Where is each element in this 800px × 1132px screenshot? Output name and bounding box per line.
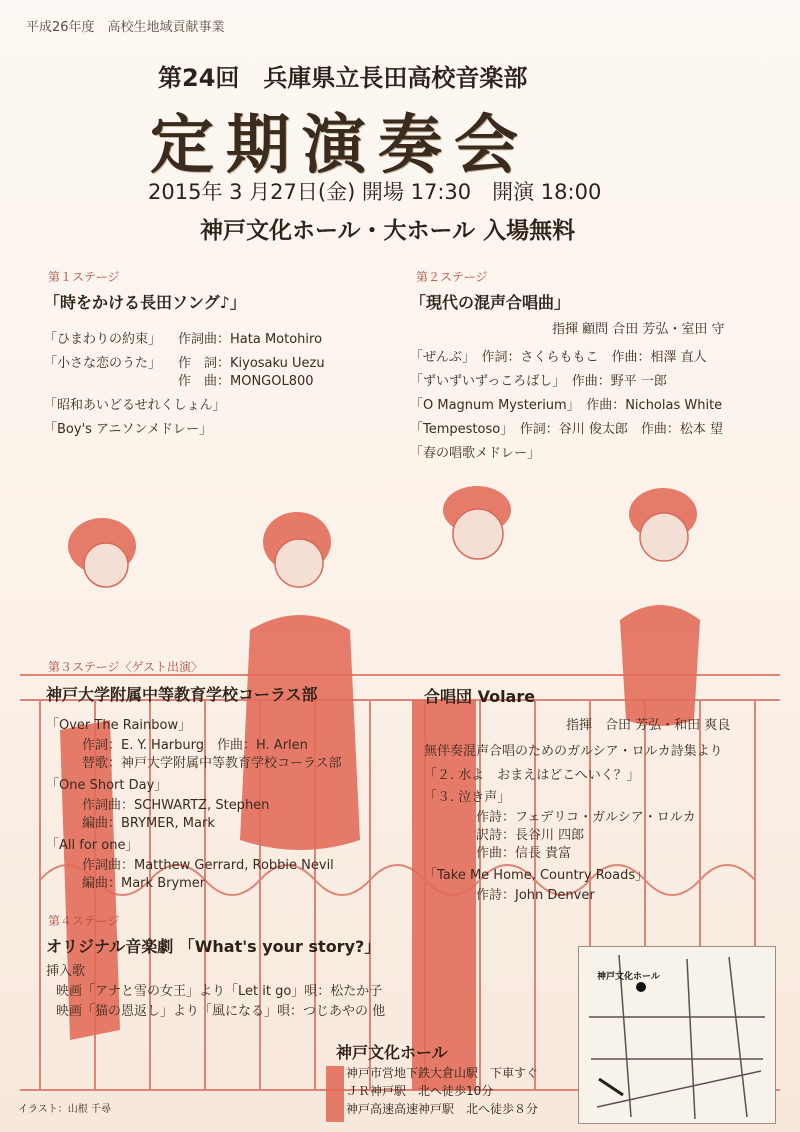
stage3-left-item: 「All for one」 (46, 838, 139, 853)
access-hall-name: 神戸文化ホール (336, 1043, 448, 1062)
illustration-credit: イラスト：山根 千尋 (18, 1104, 111, 1115)
stage2-item: 「Tempestoso」 作詞：谷川 俊太郎 作曲：松本 望 (410, 422, 723, 437)
stage2-label: 第２ステージ (416, 270, 488, 284)
stage2-conductor: 指揮 顧問 合田 芳弘・室田 守 (552, 322, 725, 337)
stage3-right-item: 訳詩：長谷川 四郎 (476, 828, 585, 843)
stage2-item: 「ぜんぶ」 作詞：さくらももこ 作曲：相澤 直人 (410, 350, 707, 365)
stage4-subheading: 挿入歌 (46, 964, 86, 979)
stage3-left-item: 作詞：E. Y. Harburg 作曲：H. Arlen (82, 738, 308, 753)
stage3-right-group: 合唱団 Volare (424, 687, 536, 706)
stage3-left-item: 作詞曲：Matthew Gerrard, Robbie Nevil (82, 858, 334, 873)
stage1-label: 第１ステージ (48, 270, 120, 284)
top-note: 平成26年度 高校生地域貢献事業 (26, 20, 225, 35)
stage1-song: 「Boy's アニソンメドレー」 (44, 422, 213, 437)
stage3-right-item: 「３. 泣き声」 (424, 790, 511, 805)
stage3-left-item: 「One Short Day」 (46, 778, 168, 793)
stage3-left-item: 「Over The Rainbow」 (46, 718, 192, 733)
stage1-title: 「時をかける長田ソング♪」 (44, 293, 246, 312)
venue-line: 神戸文化ホール・大ホール 入場無料 (200, 218, 576, 244)
access-line: ＪＲ神戸駅 北へ徒歩10分 (346, 1084, 494, 1098)
stage3-left-item: 作詞曲：SCHWARTZ, Stephen (82, 798, 270, 813)
stage4-title: オリジナル音楽劇 「What's your story?」 (46, 937, 381, 956)
stage3-right-item: 作曲：信長 貴富 (476, 846, 572, 861)
stage3-right-item: 作詩：John Denver (476, 888, 595, 903)
stage2-item: 「ずいずいずっころばし」 作曲：野平 一郎 (410, 374, 667, 389)
stage1-credit: 作 曲：MONGOL800 (178, 374, 314, 389)
organizer-heading: 第24回 兵庫県立長田高校音楽部 (158, 64, 528, 92)
stage1-song: 「小さな恋のうた」 (44, 356, 162, 371)
stage2-item: 「O Magnum Mysterium」 作曲：Nicholas White (410, 398, 723, 413)
map-label: 神戸文化ホール (597, 972, 660, 982)
stage3-right-item: 「Take Me Home, Country Roads」 (424, 868, 649, 883)
access-line: 神戸高速高速神戸駅 北へ徒歩８分 (346, 1102, 539, 1116)
stage3-right-conductor: 指揮 合田 芳弘・和田 爽良 (566, 718, 731, 733)
stage3-left-group: 神戸大学附属中等教育学校コーラス部 (46, 685, 318, 704)
stage3-right-item: 無伴奏混声合唱のためのガルシア・ロルカ詩集より (424, 744, 723, 759)
stage3-left-item: 編曲：Mark Brymer (82, 876, 206, 891)
stage3-left-item: 替歌：神戸大学附属中等教育学校コーラス部 (82, 756, 342, 771)
access-line: 神戸市営地下鉄大倉山駅 下車すぐ (346, 1066, 539, 1080)
event-datetime: 2015年 3 月27日(金) 開場 17:30 開演 18:00 (148, 180, 602, 204)
stage3-label: 第３ステージ〈ゲスト出演〉 (48, 660, 204, 674)
stage4-item: 映画「アナと雪の女王」より「Let it go」唄：松たか子 (56, 984, 383, 999)
stage4-label: 第４ステージ (48, 914, 120, 928)
stage3-right-item: 作詩：フェデリコ・ガルシア・ロルカ (476, 810, 696, 825)
stage1-credit: 作 詞：Kiyosaku Uezu (178, 356, 325, 371)
access-map (578, 946, 776, 1124)
stage2-title: 「現代の混声合唱曲」 (410, 293, 571, 312)
stage3-right-item: 「２. 水よ おまえはどこへいく？」 (424, 768, 640, 783)
stage1-song: 「昭和あいどるせれくしょん」 (44, 398, 226, 413)
poster-title: 定期演奏会 (150, 108, 530, 183)
stage3-left-item: 編曲：BRYMER, Mark (82, 816, 215, 831)
stage2-item: 「春の唱歌メドレー」 (410, 446, 541, 461)
stage1-credit: 作詞曲：Hata Motohiro (178, 332, 323, 347)
stage4-item: 映画「猫の恩返し」より「風になる」唄：つじあやの 他 (56, 1004, 386, 1019)
stage1-song: 「ひまわりの約束」 (44, 332, 162, 347)
